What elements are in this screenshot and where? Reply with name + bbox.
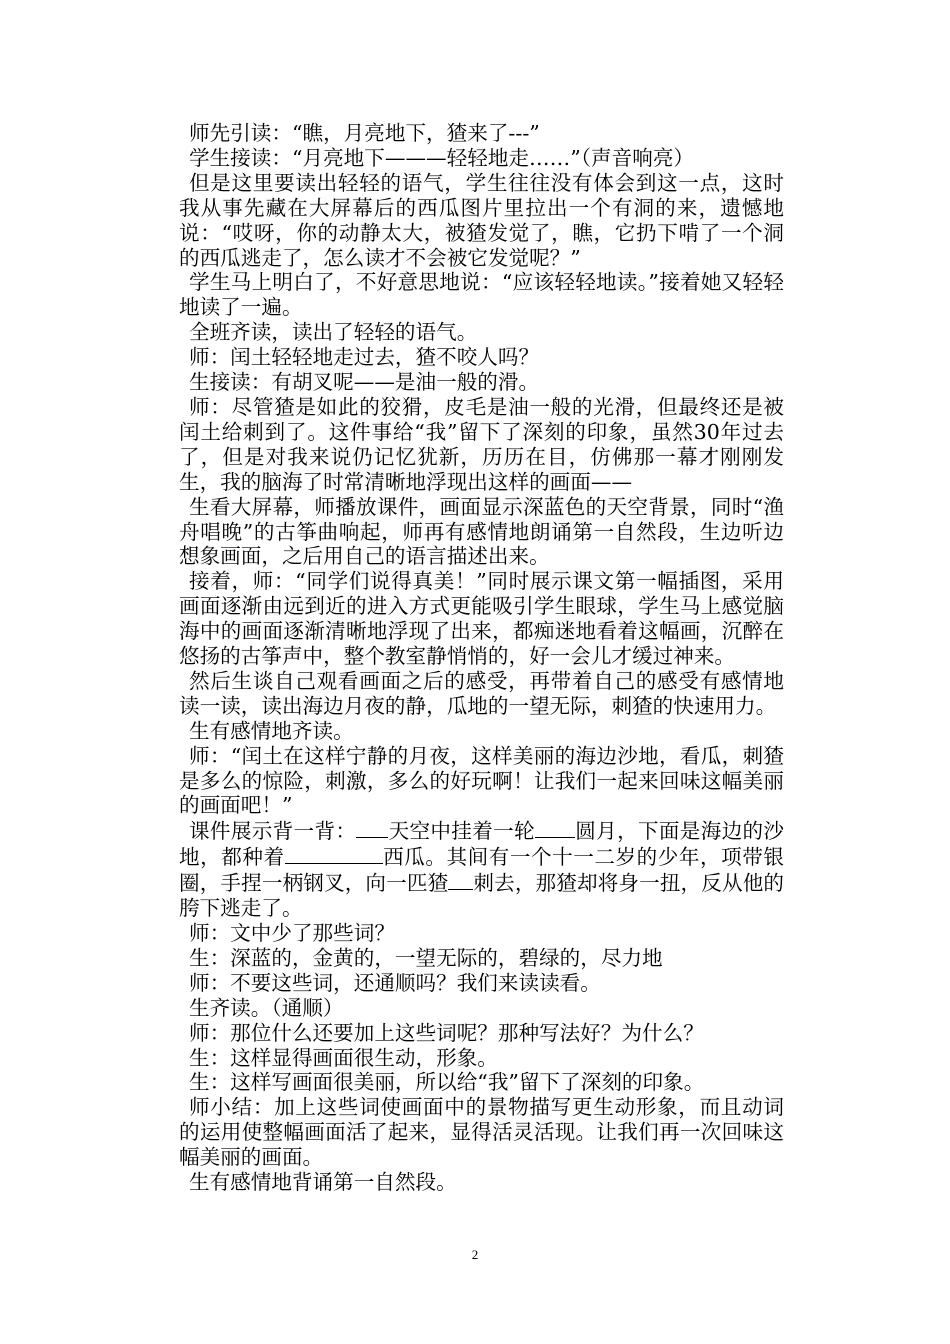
paragraph: 生齐读。（通顺） xyxy=(189,995,344,1020)
paragraph: 学生马上明白了，不好意思地说：“应该轻轻地读。”接着她又轻轻地读了一遍。 xyxy=(179,270,784,320)
blank-line xyxy=(356,818,388,838)
paragraph: 但是这里要读出轻轻的语气，学生往往没有体会到这一点，这时我从事先藏在大屏幕后的西瓜图片里拉出一个有洞的来，遗憾地说：“哎呀，你的动静太大，被猹发觉了，瞧，它扔下啃了一个洞的西瓜逃走了，怎么读才不会被它发觉呢？” xyxy=(179,170,784,270)
paragraph: 接着，师：“同学们说得真美！”同时展示课文第一幅插图，采用画面逐渐由远到近的进入方式更能吸引学生眼球，学生马上感觉脑海中的画面逐渐清晰地浮现了出来，都痴迷地看着这幅画，沉醉在悠扬的古筝声中，整个教室静悄悄的，好一会儿才缓过神来。 xyxy=(179,569,784,669)
blank-line xyxy=(285,844,383,864)
paragraph: 师：不要这些词，还通顺吗？我们来读读看。 xyxy=(189,970,601,995)
paragraph: 生：深蓝的，金黄的，一望无际的，碧绿的，尽力地 xyxy=(189,945,663,970)
exercise-intro: 课件展示背一背： xyxy=(189,819,357,844)
paragraph: 师：文中少了那些词？ xyxy=(189,921,395,945)
paragraph: 师：闰土轻轻地走过去，猹不咬人吗？ xyxy=(189,345,540,370)
paragraph: 生看大屏幕，师播放课件，画面显示深蓝色的天空背景，同时“渔舟唱晚”的古筝曲响起，师再有感情地朗诵第一自然段，生边听边想象画面，之后用自己的语言描述出来。 xyxy=(179,494,784,569)
paragraph: 生有感情地齐读。 xyxy=(189,718,354,743)
paragraph: 师：“闰土在这样宁静的月夜，这样美丽的海边沙地，看瓜，刺猹是多么的惊险，刺激，多么的好玩啊！让我们一起来回味这幅美丽的画面吧！” xyxy=(179,743,784,818)
exercise-text: 圆月，下面是海边的沙地，都种着 xyxy=(179,819,785,870)
exercise-text: 西瓜。其间有一个十一二岁的少年，项带银圈，手捏一柄钢叉，向一匹猹 xyxy=(179,845,784,896)
exercise-text: 天空中挂着一轮 xyxy=(388,819,535,844)
paragraph: 生：这样显得画面很生动，形象。 xyxy=(189,1045,498,1070)
paragraph: 师先引读：“瞧，月亮地下，猹来了---” xyxy=(189,121,540,145)
blank-line xyxy=(448,870,473,890)
paragraph: 师小结：加上这些词使画面中的景物描写更生动形象，而且动词的运用使整幅画面活了起来，显得活灵活现。让我们再一次回味这幅美丽的画面。 xyxy=(179,1095,784,1170)
paragraph: 生：这样写画面很美丽，所以给“我”留下了深刻的印象。 xyxy=(189,1070,705,1095)
exercise-text: 刺去，那猹却将身一扭，反从他的胯下逃走了。 xyxy=(179,871,785,921)
paragraph: 生有感情地背诵第一自然段。 xyxy=(189,1170,457,1195)
paragraph: 师：那位什么还要加上这些词呢？那种写法好？为什么？ xyxy=(189,1020,704,1045)
paragraph: 师：尽管猹是如此的狡猾，皮毛是油一般的光滑，但最终还是被闰土给刺到了。这件事给“我”留下了深刻的印象，虽然30年过去了，但是对我来说仍记忆犹新，历历在目，仿佛那一幕才刚刚发生，我的脑海了时常清晰地浮现出这样的画面—— xyxy=(179,394,784,494)
fill-in-exercise xyxy=(179,818,784,921)
paragraph: 生接读：有胡叉呢——是油一般的滑。 xyxy=(189,370,540,395)
paragraph: 然后生谈自己观看画面之后的感受，再带着自己的感受有感情地读一读，读出海边月夜的静，瓜地的一望无际，刺猹的快速用力。 xyxy=(179,668,784,718)
paragraph: 学生接读：“月亮地下———轻轻地走……”（声音响亮） xyxy=(189,145,695,170)
page-number: 2 xyxy=(471,1247,479,1262)
blank-line xyxy=(535,818,575,838)
paragraph: 全班齐读，读出了轻轻的语气。 xyxy=(189,320,478,345)
body-text xyxy=(179,121,784,1195)
